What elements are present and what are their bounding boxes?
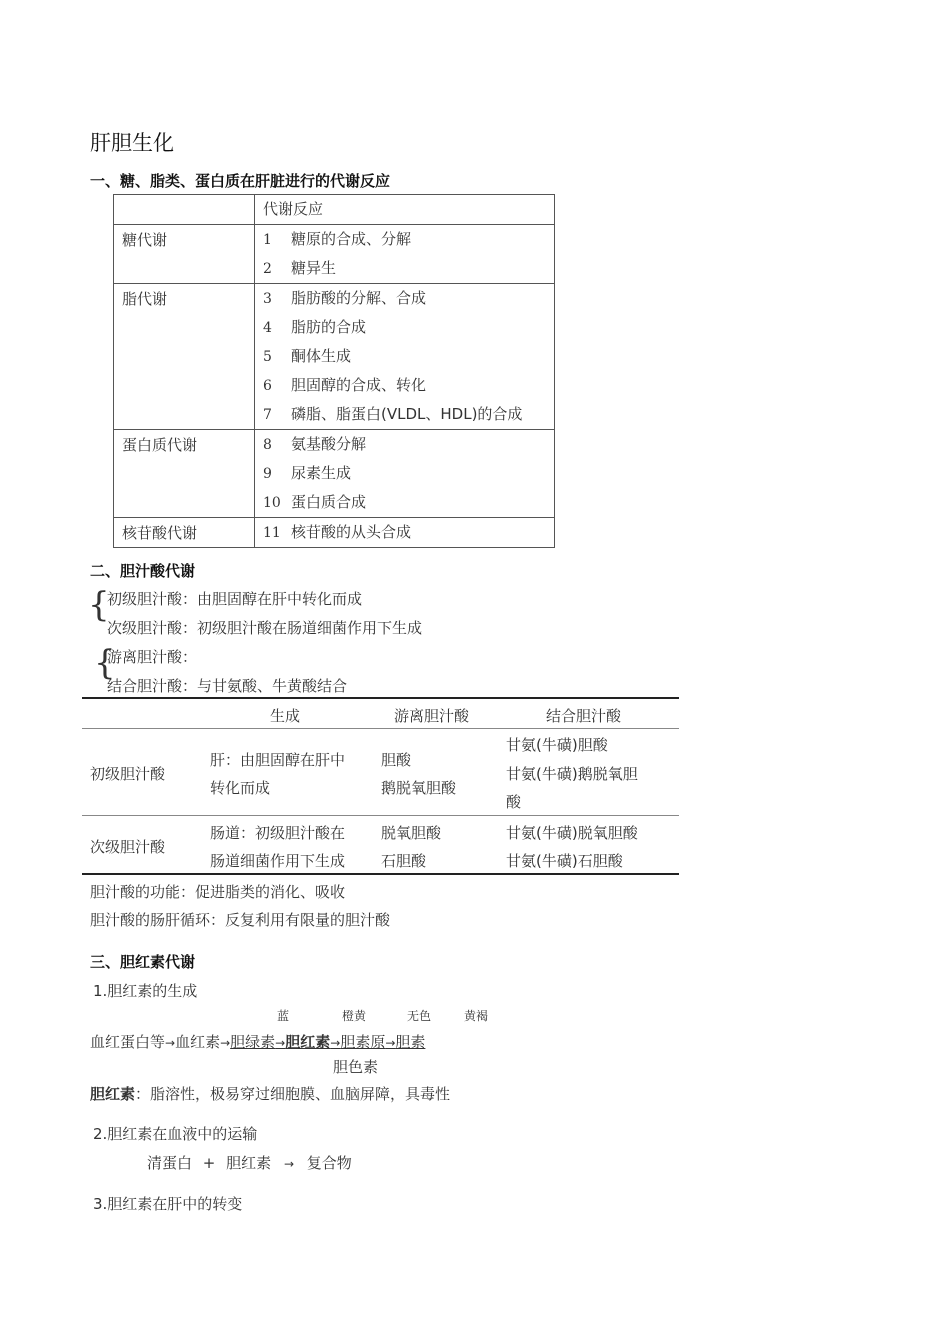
table-row-lipid bbox=[114, 284, 555, 430]
bilirubin-label: 胆红素 bbox=[90, 1085, 136, 1103]
table-header-row bbox=[114, 195, 555, 225]
section1-heading: 一、糖、脂类、蛋白质在肝脏进行的代谢反应 bbox=[90, 172, 391, 190]
bilirubin: 胆红素 bbox=[226, 1154, 272, 1172]
chain-bilirubin: 胆红素 bbox=[285, 1033, 331, 1051]
sub-heading-1: 1.胆红素的生成 bbox=[93, 982, 198, 1000]
free-bile-acid-def: 游离胆汁酸： bbox=[107, 648, 198, 666]
arrow-icon: → bbox=[385, 1036, 396, 1050]
chain-bilin: 胆素 bbox=[395, 1033, 426, 1051]
sub-heading-3: 3.胆红素在肝中的转变 bbox=[93, 1195, 243, 1213]
chain-hemoglobin: 血红蛋白等 bbox=[90, 1033, 166, 1051]
color-orange: 橙黄 bbox=[342, 1009, 367, 1023]
bilirubin-property bbox=[90, 1083, 450, 1104]
bile-acid-function: 胆汁酸的功能：促进脂类的消化、吸收 bbox=[90, 883, 346, 901]
table-header-rule bbox=[82, 728, 679, 729]
secondary-conj-1: 甘氨(牛磺)脱氧胆酸 bbox=[506, 824, 638, 842]
list-item: 4 脂肪的合成 bbox=[263, 318, 367, 336]
secondary-free-2: 石胆酸 bbox=[381, 852, 427, 870]
enterohepatic-cycle: 胆汁酸的肠肝循环：反复利用有限量的胆汁酸 bbox=[90, 911, 391, 929]
primary-gen-line2: 转化而成 bbox=[210, 779, 271, 797]
table-top-rule bbox=[82, 697, 679, 699]
arrow-icon: → bbox=[330, 1036, 341, 1050]
list-item: 2 糖异生 bbox=[263, 259, 337, 277]
arrow-icon: → bbox=[275, 1036, 286, 1050]
secondary-gen-line2: 肠道细菌作用下生成 bbox=[210, 852, 346, 870]
brace-icon: { bbox=[88, 585, 110, 625]
arrow-icon: → bbox=[283, 1157, 295, 1171]
arrow-icon: → bbox=[220, 1036, 231, 1050]
sub-heading-2: 2.胆红素在血液中的运输 bbox=[93, 1125, 258, 1143]
color-blue: 蓝 bbox=[277, 1009, 290, 1023]
category-lipid: 脂代谢 bbox=[114, 284, 255, 430]
transport-equation bbox=[147, 1152, 352, 1173]
color-colorless: 无色 bbox=[407, 1009, 432, 1023]
table-row-nucleotide bbox=[114, 518, 555, 548]
list-item: 10 蛋白质合成 bbox=[263, 493, 367, 511]
header-empty bbox=[114, 195, 255, 225]
plus-icon: + bbox=[202, 1154, 216, 1172]
col-header-gen: 生成 bbox=[270, 707, 301, 725]
list-item: 3 脂肪酸的分解、合成 bbox=[263, 289, 427, 307]
section3-heading: 三、胆红素代谢 bbox=[90, 953, 196, 971]
row-label-primary: 初级胆汁酸 bbox=[90, 765, 166, 783]
category-sugar: 糖代谢 bbox=[114, 225, 255, 284]
table-bottom-rule bbox=[82, 873, 679, 875]
section2-heading: 二、胆汁酸代谢 bbox=[90, 562, 196, 580]
complex: 复合物 bbox=[306, 1154, 352, 1172]
chain-bilinogen: 胆素原 bbox=[340, 1033, 386, 1051]
albumin: 清蛋白 bbox=[147, 1154, 193, 1172]
list-item: 11 核苷酸的从头合成 bbox=[263, 523, 412, 541]
col-header-conj: 结合胆汁酸 bbox=[546, 707, 622, 725]
list-item: 5 酮体生成 bbox=[263, 347, 352, 365]
secondary-conj-2: 甘氨(牛磺)石胆酸 bbox=[506, 852, 623, 870]
conjugated-bile-acid-def: 结合胆汁酸：与甘氨酸、牛黄酸结合 bbox=[107, 677, 348, 695]
brace-icon: { bbox=[94, 643, 116, 683]
arrow-icon: → bbox=[165, 1036, 176, 1050]
category-protein: 蛋白质代谢 bbox=[114, 430, 255, 518]
primary-gen-line1: 肝：由胆固醇在肝中 bbox=[210, 751, 346, 769]
secondary-free-1: 脱氧胆酸 bbox=[381, 824, 442, 842]
table-row-protein bbox=[114, 430, 555, 518]
secondary-gen-line1: 肠道：初级胆汁酸在 bbox=[210, 824, 346, 842]
primary-conj-3: 酸 bbox=[506, 793, 522, 811]
list-item: 8 氨基酸分解 bbox=[263, 435, 367, 453]
bilirubin-chain bbox=[90, 1031, 425, 1052]
secondary-bile-acid-def: 次级胆汁酸：初级胆汁酸在肠道细菌作用下生成 bbox=[107, 619, 423, 637]
list-item: 6 胆固醇的合成、转化 bbox=[263, 376, 427, 394]
table-row-sugar bbox=[114, 225, 555, 284]
table-row-rule bbox=[82, 815, 679, 816]
row-label-secondary: 次级胆汁酸 bbox=[90, 838, 166, 856]
bilirubin-desc: ：脂溶性，极易穿过细胞膜、血脑屏障，具毒性 bbox=[135, 1085, 451, 1103]
primary-conj-2: 甘氨(牛磺)鹅脱氧胆 bbox=[506, 765, 638, 783]
chain-heme: 血红素 bbox=[175, 1033, 221, 1051]
primary-free-2: 鹅脱氧胆酸 bbox=[381, 779, 457, 797]
list-item: 1 糖原的合成、分解 bbox=[263, 230, 412, 248]
category-nucleotide: 核苷酸代谢 bbox=[114, 518, 255, 548]
primary-free-1: 胆酸 bbox=[381, 751, 412, 769]
col-header-free: 游离胆汁酸 bbox=[394, 707, 470, 725]
bile-pigment-label: 胆色素 bbox=[333, 1058, 379, 1076]
list-item: 7 磷脂、脂蛋白(VLDL、HDL)的合成 bbox=[263, 405, 523, 423]
color-brown: 黄褐 bbox=[464, 1009, 489, 1023]
primary-conj-1: 甘氨(牛磺)胆酸 bbox=[506, 736, 608, 754]
primary-bile-acid-def: 初级胆汁酸：由胆固醇在肝中转化而成 bbox=[107, 590, 363, 608]
header-metabolism: 代谢反应 bbox=[255, 195, 555, 225]
page-title: 肝胆生化 bbox=[90, 131, 174, 155]
chain-biliverdin: 胆绿素 bbox=[230, 1033, 276, 1051]
metabolism-table bbox=[113, 194, 555, 548]
list-item: 9 尿素生成 bbox=[263, 464, 352, 482]
